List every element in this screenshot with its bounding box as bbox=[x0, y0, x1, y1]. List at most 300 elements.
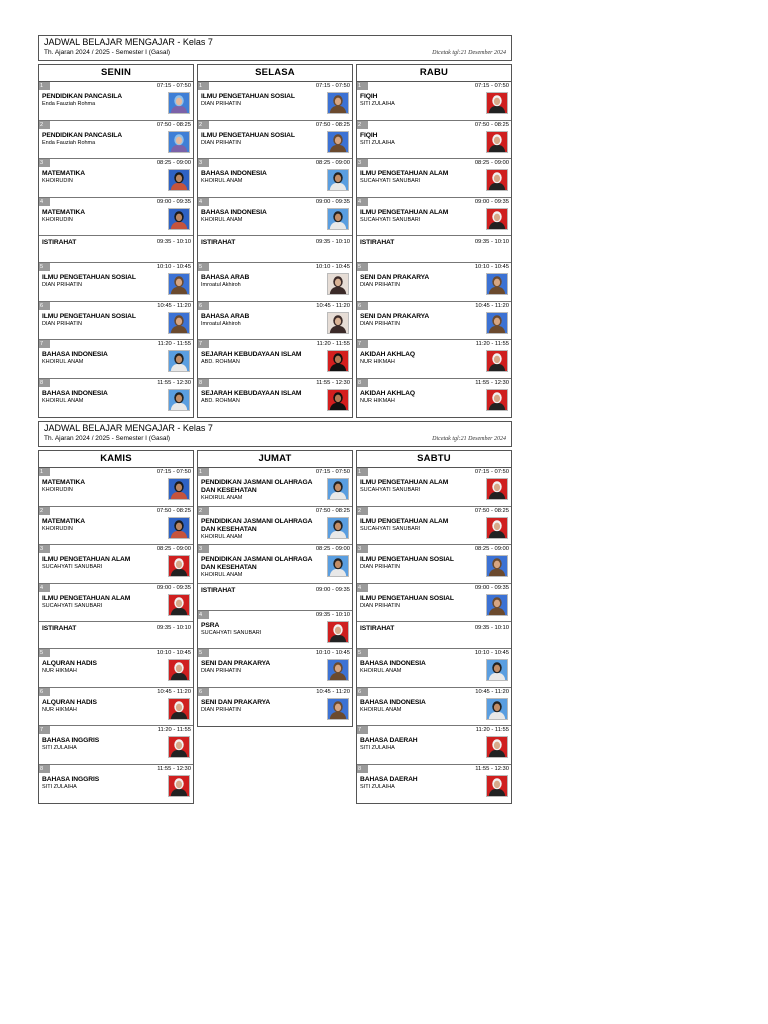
period-time: 09:35 - 10:10 bbox=[315, 611, 350, 618]
teacher-photo bbox=[327, 169, 349, 191]
period-number: 5 bbox=[198, 649, 209, 657]
period-time: 09:00 - 09:35 bbox=[156, 198, 191, 205]
period-number: 7 bbox=[198, 340, 209, 348]
lesson-slot bbox=[357, 302, 511, 341]
period-time: 11:55 - 12:30 bbox=[316, 379, 350, 386]
teacher-photo-image bbox=[169, 209, 189, 229]
lesson-slot bbox=[39, 765, 193, 804]
teacher-name: KHOIRUDIN bbox=[42, 178, 73, 184]
subject-name: MATEMATIKA bbox=[42, 479, 85, 486]
teacher-photo bbox=[486, 350, 508, 372]
subject-name: PENDIDIKAN JASMANI OLAHRAGA DAN KESEHATAN bbox=[201, 517, 313, 533]
period-number: 2 bbox=[39, 121, 50, 129]
teacher-photo-image bbox=[328, 556, 348, 576]
lesson-slot bbox=[357, 765, 511, 804]
subject-name: BAHASA DAERAH bbox=[360, 737, 418, 744]
period-number: 5 bbox=[198, 263, 209, 271]
period-time: 11:20 - 11:55 bbox=[157, 727, 191, 733]
teacher-name: SITI ZULAIHA bbox=[42, 783, 77, 790]
period-time: 10:10 - 10:45 bbox=[315, 264, 350, 270]
teacher-photo bbox=[486, 555, 508, 577]
period-time: 10:45 - 11:20 bbox=[316, 688, 350, 695]
period-number: 3 bbox=[357, 545, 368, 553]
teacher-name: DIAN PRIHATIN bbox=[360, 564, 400, 570]
schedule-header bbox=[38, 421, 512, 447]
subject-name: ILMU PENGETAHUAN ALAM bbox=[360, 170, 449, 177]
teacher-name: ABD. ROHMAN bbox=[201, 359, 240, 365]
period-time: 09:00 - 09:35 bbox=[474, 584, 509, 591]
day-name: KAMIS bbox=[39, 451, 193, 468]
day-name: SENIN bbox=[39, 65, 193, 82]
period-number: 3 bbox=[198, 545, 209, 553]
period-number: 5 bbox=[357, 649, 368, 657]
teacher-name: Enda Fauziah Rohma bbox=[42, 101, 96, 107]
teacher-photo bbox=[486, 312, 508, 334]
teacher-photo bbox=[168, 478, 190, 500]
period-time: 09:00 - 09:35 bbox=[156, 584, 191, 591]
period-number: 4 bbox=[198, 611, 209, 619]
subject-name: ILMU PENGETAHUAN ALAM bbox=[360, 479, 449, 486]
day-name: SELASA bbox=[198, 65, 352, 82]
teacher-name: NUR HIKMAH bbox=[42, 668, 77, 674]
teacher-photo bbox=[486, 131, 508, 153]
period-number: 8 bbox=[39, 765, 50, 773]
schedule-subtitle: Th. Ajaran 2024 / 2025 - Semester I (Gasal) bbox=[44, 49, 171, 56]
period-number: 2 bbox=[357, 507, 368, 515]
lesson-slot bbox=[39, 82, 193, 121]
break-slot bbox=[198, 236, 352, 263]
break-slot bbox=[357, 622, 511, 649]
teacher-photo bbox=[327, 131, 349, 153]
period-time: 10:45 - 11:20 bbox=[316, 302, 350, 309]
subject-name: ILMU PENGETAHUAN SOSIAL bbox=[42, 274, 136, 281]
period-number: 3 bbox=[357, 159, 368, 167]
teacher-photo bbox=[486, 517, 508, 539]
teacher-photo bbox=[327, 517, 349, 539]
lesson-slot bbox=[198, 159, 352, 198]
teacher-photo-image bbox=[487, 93, 507, 113]
period-time: 07:50 - 08:25 bbox=[474, 507, 509, 514]
teacher-photo-image bbox=[487, 776, 507, 796]
break-slot bbox=[357, 236, 511, 263]
period-time: 11:55 - 12:30 bbox=[475, 765, 509, 772]
teacher-photo bbox=[327, 312, 349, 334]
lesson-slot bbox=[198, 302, 352, 341]
teacher-photo bbox=[168, 169, 190, 191]
period-number: 5 bbox=[39, 263, 50, 271]
teacher-name: Enda Fauziah Rohma bbox=[42, 139, 96, 146]
period-number: 3 bbox=[39, 159, 50, 167]
period-number: 1 bbox=[357, 82, 368, 90]
period-number: 4 bbox=[357, 198, 368, 206]
teacher-photo-image bbox=[328, 518, 348, 538]
lesson-slot bbox=[39, 584, 193, 623]
teacher-name: SUCAHYATI SANUBARI bbox=[42, 602, 103, 609]
period-number: 4 bbox=[357, 584, 368, 592]
lesson-slot bbox=[357, 545, 511, 584]
period-time: 07:50 - 08:25 bbox=[156, 121, 191, 128]
subject-name: ISTIRAHAT bbox=[360, 239, 395, 246]
schedule-subtitle: Th. Ajaran 2024 / 2025 - Semester I (Gasal) bbox=[44, 435, 171, 442]
teacher-name: Imroatul Akhiroh bbox=[201, 320, 241, 327]
teacher-name: SUCAHYATI SANUBARI bbox=[360, 216, 421, 223]
subject-name: BAHASA INDONESIA bbox=[201, 170, 267, 177]
break-slot bbox=[39, 236, 193, 263]
teacher-name: SUCAHYATI SANUBARI bbox=[360, 525, 421, 532]
subject-name: BAHASA INDONESIA bbox=[360, 660, 426, 667]
subject-name: ISTIRAHAT bbox=[201, 586, 236, 594]
teacher-name: KHOIRUDIN bbox=[42, 216, 73, 223]
teacher-photo bbox=[168, 389, 190, 411]
teacher-photo-image bbox=[487, 170, 507, 190]
teacher-photo bbox=[486, 594, 508, 616]
period-time: 08:25 - 09:00 bbox=[474, 160, 509, 166]
lesson-slot bbox=[198, 468, 352, 507]
teacher-photo-image bbox=[487, 274, 507, 294]
subject-name: ILMU PENGETAHUAN SOSIAL bbox=[360, 594, 454, 602]
teacher-photo-image bbox=[169, 660, 189, 680]
teacher-photo-image bbox=[169, 699, 189, 719]
lesson-slot bbox=[357, 379, 511, 418]
teacher-photo bbox=[327, 389, 349, 411]
period-time: 07:50 - 08:25 bbox=[315, 507, 350, 514]
period-number: 1 bbox=[39, 82, 50, 90]
period-number: 1 bbox=[357, 468, 368, 476]
lesson-slot bbox=[357, 468, 511, 507]
teacher-name: DIAN PRIHATIN bbox=[201, 139, 241, 146]
subject-name: SEJARAH KEBUDAYAAN ISLAM bbox=[201, 389, 302, 397]
subject-name: BAHASA INDONESIA bbox=[201, 208, 267, 216]
lesson-slot bbox=[39, 340, 193, 379]
lesson-slot bbox=[198, 340, 352, 379]
period-time: 07:15 - 07:50 bbox=[315, 83, 350, 89]
lesson-slot bbox=[357, 159, 511, 198]
schedule-title: JADWAL BELAJAR MENGAJAR - Kelas 7 bbox=[44, 423, 213, 433]
period-time: 10:10 - 10:45 bbox=[474, 650, 509, 656]
day-columns bbox=[38, 450, 512, 804]
teacher-name: KHOIRUDIN bbox=[42, 525, 73, 532]
teacher-photo-image bbox=[487, 660, 507, 680]
teacher-name: SITI ZULAIHA bbox=[42, 745, 77, 751]
teacher-photo-image bbox=[328, 313, 348, 333]
period-number: 4 bbox=[198, 198, 209, 206]
subject-name: BAHASA INDONESIA bbox=[42, 389, 108, 397]
teacher-name: SITI ZULAIHA bbox=[360, 783, 395, 790]
lesson-slot bbox=[198, 263, 352, 302]
teacher-photo-image bbox=[169, 479, 189, 499]
day-name: JUMAT bbox=[198, 451, 352, 468]
teacher-photo bbox=[168, 208, 190, 230]
subject-name: ISTIRAHAT bbox=[360, 625, 395, 632]
period-number: 6 bbox=[198, 302, 209, 310]
subject-name: BAHASA INGGRIS bbox=[42, 737, 100, 744]
subject-name: ALQURAN HADIS bbox=[42, 660, 97, 667]
subject-name: ILMU PENGETAHUAN ALAM bbox=[42, 556, 131, 563]
teacher-photo bbox=[168, 659, 190, 681]
teacher-photo-image bbox=[487, 699, 507, 719]
period-number: 3 bbox=[198, 159, 209, 167]
lesson-slot bbox=[357, 340, 511, 379]
subject-name: BAHASA INGGRIS bbox=[42, 775, 100, 783]
teacher-photo bbox=[168, 273, 190, 295]
teacher-photo bbox=[327, 350, 349, 372]
period-number: 6 bbox=[357, 688, 368, 696]
teacher-photo-image bbox=[487, 132, 507, 152]
teacher-photo bbox=[327, 621, 349, 643]
period-time: 09:00 - 09:35 bbox=[315, 586, 350, 593]
teacher-name: KHOIRUL ANAM bbox=[201, 533, 243, 540]
period-number: 5 bbox=[357, 263, 368, 271]
period-time: 07:15 - 07:50 bbox=[474, 83, 509, 89]
subject-name: ISTIRAHAT bbox=[201, 239, 236, 246]
subject-name: BAHASA ARAB bbox=[201, 274, 250, 281]
teacher-photo bbox=[168, 350, 190, 372]
period-number: 6 bbox=[198, 688, 209, 696]
lesson-slot bbox=[198, 82, 352, 121]
teacher-name: SITI ZULAIHA bbox=[360, 745, 395, 751]
break-slot bbox=[198, 584, 352, 611]
teacher-name: DIAN PRIHATIN bbox=[201, 668, 241, 674]
teacher-photo-image bbox=[487, 209, 507, 229]
period-number: 7 bbox=[39, 726, 50, 734]
day-name: RABU bbox=[357, 65, 511, 82]
lesson-slot bbox=[198, 545, 352, 584]
subject-name: ILMU PENGETAHUAN ALAM bbox=[360, 517, 449, 525]
teacher-photo bbox=[486, 208, 508, 230]
period-time: 07:15 - 07:50 bbox=[474, 469, 509, 475]
period-time: 11:20 - 11:55 bbox=[316, 341, 350, 347]
day-column-rabu bbox=[356, 64, 512, 418]
period-time: 10:10 - 10:45 bbox=[474, 264, 509, 270]
schedule-sheet-2 bbox=[38, 421, 512, 804]
teacher-name: SITI ZULAIHA bbox=[360, 139, 395, 146]
teacher-photo-image bbox=[328, 209, 348, 229]
teacher-photo-image bbox=[169, 556, 189, 576]
teacher-photo bbox=[486, 659, 508, 681]
day-columns bbox=[38, 64, 512, 418]
teacher-name: KHOIRUL ANAM bbox=[42, 359, 84, 365]
teacher-name: ABD. ROHMAN bbox=[201, 397, 240, 404]
teacher-name: KHOIRUL ANAM bbox=[201, 495, 243, 501]
period-number: 1 bbox=[39, 468, 50, 476]
lesson-slot bbox=[357, 726, 511, 765]
teacher-photo bbox=[168, 131, 190, 153]
teacher-photo bbox=[168, 312, 190, 334]
teacher-name: KHOIRUDIN bbox=[42, 487, 73, 493]
period-number: 2 bbox=[357, 121, 368, 129]
period-time: 09:35 - 10:10 bbox=[474, 239, 509, 245]
teacher-photo-image bbox=[328, 93, 348, 113]
teacher-photo bbox=[168, 92, 190, 114]
subject-name: ISTIRAHAT bbox=[42, 239, 77, 246]
teacher-name: DIAN PRIHATIN bbox=[360, 282, 400, 288]
day-column-sabtu bbox=[356, 450, 512, 804]
period-number: 6 bbox=[39, 302, 50, 310]
period-time: 10:10 - 10:45 bbox=[156, 264, 191, 270]
subject-name: SENI DAN PRAKARYA bbox=[201, 660, 271, 667]
lesson-slot bbox=[198, 121, 352, 160]
period-number: 4 bbox=[39, 198, 50, 206]
period-number: 7 bbox=[357, 726, 368, 734]
period-time: 07:15 - 07:50 bbox=[156, 83, 191, 89]
subject-name: ILMU PENGETAHUAN SOSIAL bbox=[42, 312, 136, 320]
teacher-photo-image bbox=[169, 351, 189, 371]
lesson-slot bbox=[357, 507, 511, 546]
period-time: 11:55 - 12:30 bbox=[157, 765, 191, 772]
teacher-photo bbox=[327, 478, 349, 500]
lesson-slot bbox=[39, 545, 193, 584]
schedule-sheet-1 bbox=[38, 35, 512, 418]
period-time: 08:25 - 09:00 bbox=[315, 546, 350, 552]
teacher-name: DIAN PRIHATIN bbox=[360, 602, 400, 609]
teacher-photo bbox=[168, 594, 190, 616]
period-time: 07:50 - 08:25 bbox=[315, 121, 350, 128]
period-time: 11:20 - 11:55 bbox=[475, 727, 509, 733]
teacher-photo-image bbox=[169, 132, 189, 152]
teacher-photo bbox=[168, 555, 190, 577]
teacher-photo bbox=[486, 92, 508, 114]
subject-name: MATEMATIKA bbox=[42, 170, 85, 177]
lesson-slot bbox=[357, 584, 511, 623]
period-time: 07:15 - 07:50 bbox=[315, 469, 350, 475]
period-time: 10:10 - 10:45 bbox=[315, 650, 350, 656]
teacher-name: DIAN PRIHATIN bbox=[201, 101, 241, 107]
lesson-slot bbox=[357, 82, 511, 121]
teacher-name: SUCAHYATI SANUBARI bbox=[360, 487, 421, 493]
subject-name: FIQIH bbox=[360, 131, 378, 139]
lesson-slot bbox=[39, 302, 193, 341]
teacher-name: SUCAHYATI SANUBARI bbox=[360, 178, 421, 184]
teacher-photo-image bbox=[328, 170, 348, 190]
period-time: 08:25 - 09:00 bbox=[156, 546, 191, 552]
teacher-name: KHOIRUL ANAM bbox=[201, 572, 243, 578]
teacher-photo bbox=[486, 736, 508, 758]
period-time: 10:10 - 10:45 bbox=[156, 650, 191, 656]
teacher-photo-image bbox=[487, 351, 507, 371]
lesson-slot bbox=[198, 379, 352, 418]
teacher-photo-image bbox=[328, 390, 348, 410]
teacher-photo-image bbox=[328, 274, 348, 294]
subject-name: PENDIDIKAN JASMANI OLAHRAGA DAN KESEHATAN bbox=[201, 479, 313, 494]
subject-name: ALQURAN HADIS bbox=[42, 698, 97, 706]
teacher-name: Imroatul Akhiroh bbox=[201, 282, 241, 288]
subject-name: PENDIDIKAN JASMANI OLAHRAGA DAN KESEHATAN bbox=[201, 556, 313, 571]
teacher-photo-image bbox=[328, 479, 348, 499]
period-number: 1 bbox=[198, 468, 209, 476]
subject-name: BAHASA INDONESIA bbox=[360, 698, 426, 706]
lesson-slot bbox=[357, 649, 511, 688]
teacher-photo bbox=[168, 698, 190, 720]
lesson-slot bbox=[39, 198, 193, 237]
break-slot bbox=[39, 622, 193, 649]
subject-name: SENI DAN PRAKARYA bbox=[201, 698, 271, 706]
printed-date: Dicetak tgl:21 Desember 2024 bbox=[432, 50, 506, 56]
teacher-photo bbox=[486, 169, 508, 191]
lesson-slot bbox=[39, 121, 193, 160]
teacher-name: KHOIRUL ANAM bbox=[360, 706, 402, 713]
teacher-photo-image bbox=[487, 737, 507, 757]
subject-name: PENDIDIKAN PANCASILA bbox=[42, 131, 122, 139]
teacher-name: SUCAHYATI SANUBARI bbox=[201, 629, 262, 636]
period-number: 8 bbox=[39, 379, 50, 387]
teacher-photo bbox=[327, 555, 349, 577]
day-column-kamis bbox=[38, 450, 194, 804]
period-time: 11:55 - 12:30 bbox=[157, 379, 191, 386]
teacher-name: NUR HIKMAH bbox=[360, 397, 395, 404]
subject-name: BAHASA ARAB bbox=[201, 312, 250, 320]
schedule-title: JADWAL BELAJAR MENGAJAR - Kelas 7 bbox=[44, 37, 213, 47]
lesson-slot bbox=[39, 507, 193, 546]
period-number: 7 bbox=[39, 340, 50, 348]
subject-name: BAHASA INDONESIA bbox=[42, 351, 108, 358]
period-time: 07:50 - 08:25 bbox=[156, 507, 191, 514]
teacher-photo bbox=[327, 92, 349, 114]
teacher-name: KHOIRUL ANAM bbox=[201, 178, 243, 184]
period-number: 5 bbox=[39, 649, 50, 657]
teacher-photo-image bbox=[328, 351, 348, 371]
period-time: 09:35 - 10:10 bbox=[156, 625, 191, 631]
teacher-name: KHOIRUL ANAM bbox=[360, 668, 402, 674]
subject-name: SEJARAH KEBUDAYAAN ISLAM bbox=[201, 351, 302, 358]
lesson-slot bbox=[39, 649, 193, 688]
lesson-slot bbox=[39, 263, 193, 302]
period-time: 08:25 - 09:00 bbox=[315, 160, 350, 166]
period-number: 2 bbox=[39, 507, 50, 515]
teacher-photo-image bbox=[169, 737, 189, 757]
day-name: SABTU bbox=[357, 451, 511, 468]
period-number: 8 bbox=[357, 379, 368, 387]
teacher-photo-image bbox=[328, 132, 348, 152]
lesson-slot bbox=[39, 688, 193, 727]
period-number: 1 bbox=[198, 82, 209, 90]
teacher-photo-image bbox=[169, 274, 189, 294]
teacher-photo-image bbox=[169, 93, 189, 113]
subject-name: ISTIRAHAT bbox=[42, 625, 77, 632]
period-time: 08:25 - 09:00 bbox=[474, 546, 509, 552]
subject-name: SENI DAN PRAKARYA bbox=[360, 312, 430, 320]
period-time: 10:45 - 11:20 bbox=[157, 688, 191, 695]
period-time: 11:20 - 11:55 bbox=[157, 341, 191, 347]
day-column-senin bbox=[38, 64, 194, 418]
teacher-name: NUR HIKMAH bbox=[42, 706, 77, 713]
teacher-photo bbox=[486, 273, 508, 295]
printed-date: Dicetak tgl:21 Desember 2024 bbox=[432, 436, 506, 442]
teacher-name: NUR HIKMAH bbox=[360, 359, 395, 365]
lesson-slot bbox=[39, 468, 193, 507]
teacher-photo-image bbox=[169, 595, 189, 615]
teacher-photo bbox=[486, 389, 508, 411]
lesson-slot bbox=[198, 611, 352, 650]
period-time: 07:15 - 07:50 bbox=[156, 469, 191, 475]
lesson-slot bbox=[198, 507, 352, 546]
lesson-slot bbox=[39, 159, 193, 198]
subject-name: SENI DAN PRAKARYA bbox=[360, 274, 430, 281]
teacher-name: SUCAHYATI SANUBARI bbox=[42, 564, 103, 570]
lesson-slot bbox=[357, 263, 511, 302]
subject-name: BAHASA DAERAH bbox=[360, 775, 418, 783]
period-time: 09:00 - 09:35 bbox=[315, 198, 350, 205]
lesson-slot bbox=[198, 198, 352, 237]
teacher-photo bbox=[168, 775, 190, 797]
lesson-slot bbox=[198, 649, 352, 688]
subject-name: AKIDAH AKHLAQ bbox=[360, 351, 415, 358]
period-number: 4 bbox=[39, 584, 50, 592]
teacher-name: DIAN PRIHATIN bbox=[360, 320, 400, 327]
teacher-photo-image bbox=[169, 776, 189, 796]
period-time: 09:00 - 09:35 bbox=[474, 198, 509, 205]
teacher-name: KHOIRUL ANAM bbox=[201, 216, 243, 223]
subject-name: MATEMATIKA bbox=[42, 208, 85, 216]
